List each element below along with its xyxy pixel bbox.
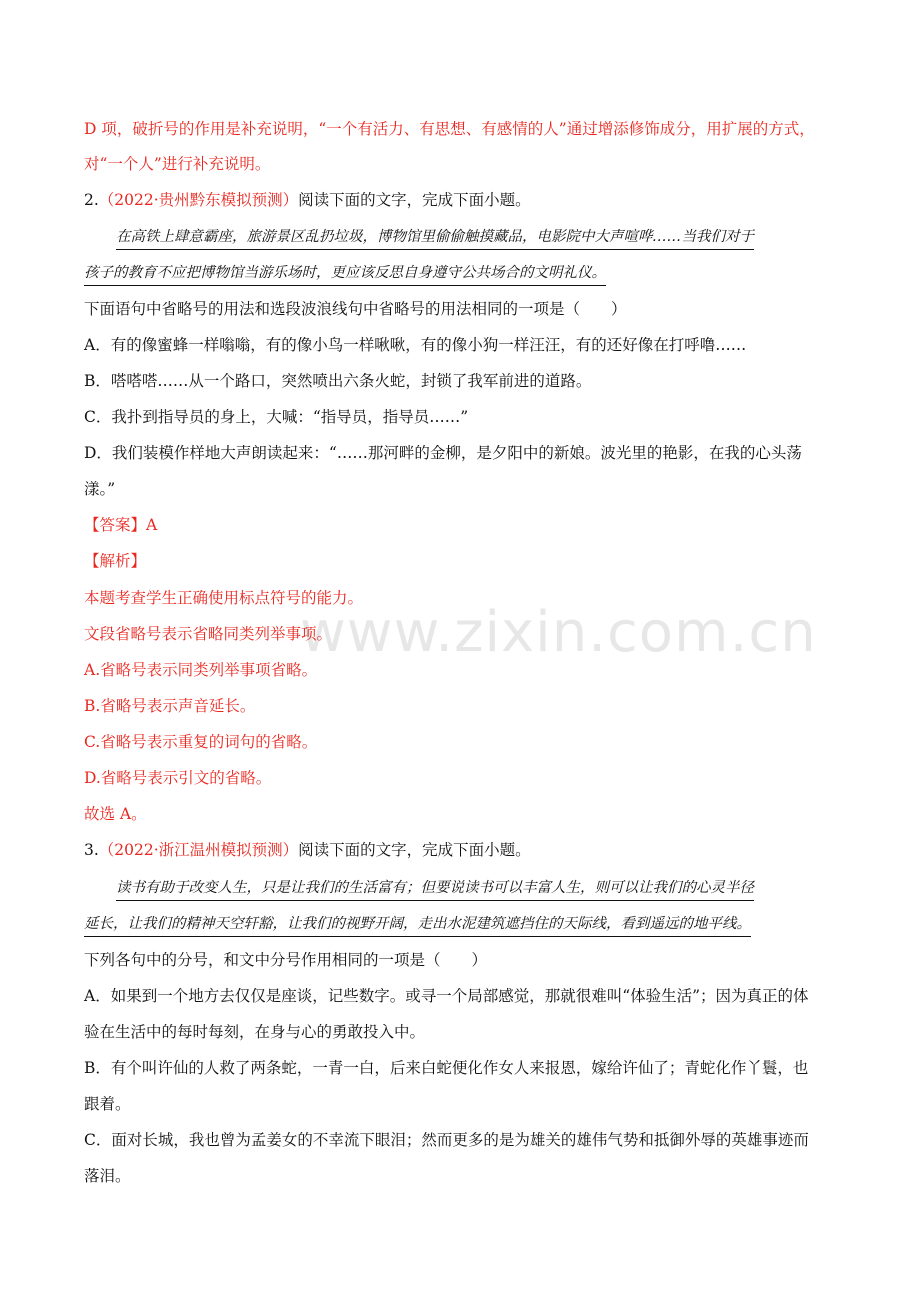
question-3-header [84,839,531,861]
option-c: C．面对长城，我也曾为孟姜女的不幸流下眼泪；然而更多的是为雄关的雄伟气势和抵御外辱的英雄事迹而 [84,1131,809,1149]
option-d: D．我们装模作样地大声朗读起来：“……那河畔的金柳，是夕阳中的新娘。波光里的艳影，在我的心头荡 [84,444,802,462]
passage-line: 延长，让我们的精神天空轩豁，让我们的视野开阔，走出水泥建筑遮挡住的天际线，看到遥远的地平线。 [84,913,751,937]
question-2-header [84,189,531,211]
analysis-label: 【解析】 [84,552,147,570]
analysis-line: 本题考查学生正确使用标点符号的能力。 [84,589,364,607]
analysis-conclusion: 故选 A。 [84,805,147,823]
option-b: B．嗒嗒嗒……从一个路口，突然喷出六条火蛇，封锁了我军前进的道路。 [84,372,592,390]
option-b-cont: 跟着。 [84,1095,131,1113]
passage-line: 读书有助于改变人生，只是让我们的生活富有；但要说读书可以丰富人生，则可以让我们的心灵半径 [116,877,754,901]
option-a-cont: 验在生活中的每时每刻，在身与心的勇敢投入中。 [84,1023,426,1041]
passage-line: 孩子的教育不应把博物馆当游乐场时，更应该反思自身遵守公共场合的文明礼仪。 [84,262,606,286]
analysis-line: A.省略号表示同类列举事项省略。 [84,661,318,679]
question-number: 2. [84,191,99,209]
question-intro: 阅读下面的文字，完成下面小题。 [298,841,531,859]
analysis-line: C.省略号表示重复的词句的省略。 [84,733,318,751]
question-stem: 下面语句中省略号的用法和选段波浪线句中省略号的用法相同的一项是（ ） [84,300,627,318]
option-a: A．如果到一个地方去仅仅是座谈，记些数字。或寻一个局部感觉，那就很难叫“体验生活”；因为真正的体 [84,987,809,1005]
question-source: （2022·浙江温州模拟预测） [98,841,299,859]
analysis-line: D.省略号表示引文的省略。 [84,769,272,787]
explanation-line-d-cont: 对“一个人”进行补充说明。 [84,155,271,173]
analysis-line: B.省略号表示声音延长。 [84,697,256,715]
option-b: B．有个叫许仙的人救了两条蛇，一青一白，后来白蛇便化作女人来报恩，嫁给许仙了；青蛇化作丫鬟，也 [84,1059,809,1077]
question-number: 3. [84,841,99,859]
question-source: （2022·贵州黔东模拟预测） [98,191,299,209]
explanation-line-d: D 项，破折号的作用是补充说明，“一个有活力、有思想、有感情的人”通过增添修饰成分，用扩展的方式， [84,120,815,138]
answer-label: 【答案】A [84,516,158,534]
question-intro: 阅读下面的文字，完成下面小题。 [298,191,531,209]
watermark: www.zixin.com.cn [300,600,817,665]
passage-line: 在高铁上肆意霸座，旅游景区乱扔垃圾，博物馆里偷偷触摸藏品，电影院中大声喧哗……当我们对于 [116,226,754,250]
option-d-cont: 漾。” [84,480,116,498]
option-c-cont: 落泪。 [84,1167,131,1185]
question-stem: 下列各句中的分号，和文中分号作用相同的一项是（ ） [84,951,488,969]
option-a: A．有的像蜜蜂一样嗡嗡，有的像小鸟一样啾啾，有的像小狗一样汪汪，有的还好像在打呼噜…… [84,336,747,354]
analysis-line: 文段省略号表示省略同类列举事项。 [84,625,333,643]
option-c: C．我扑到指导员的身上，大喊：“指导员，指导员……” [84,408,469,426]
